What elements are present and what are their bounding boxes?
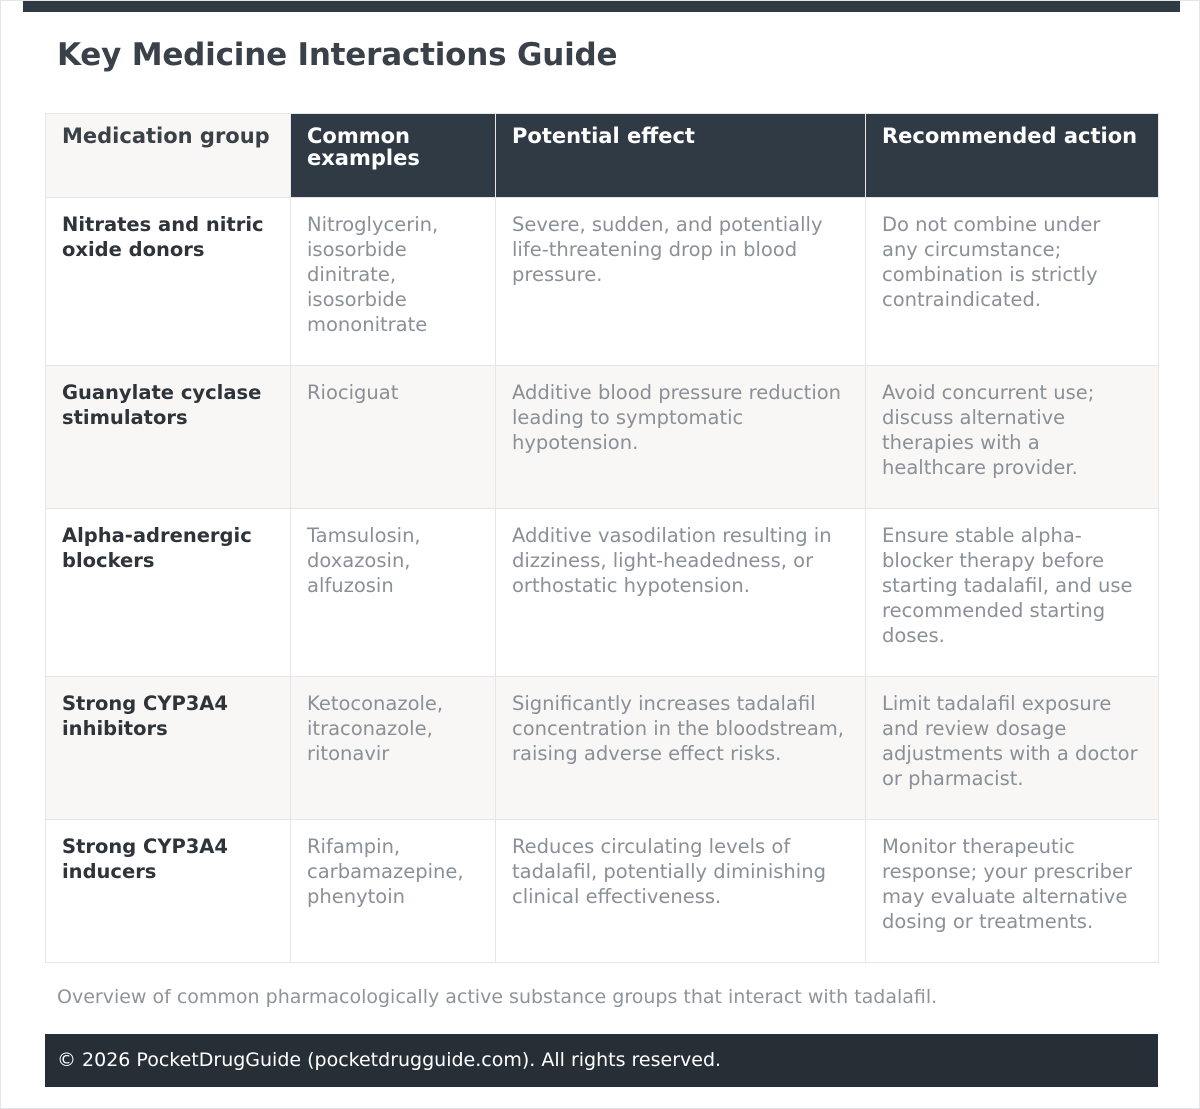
- cell-group: Strong CYP3A4 inducers: [46, 820, 291, 963]
- table-row: [46, 366, 1159, 509]
- top-accent-bar: [23, 1, 1180, 12]
- cell-group: Nitrates and nitric oxide donors: [46, 198, 291, 366]
- cell-effect: Severe, sudden, and potentially life-threatening drop in blood pressure.: [496, 198, 866, 366]
- cell-effect: Reduces circulating levels of tadalafil, potentially diminishing clinical effectiveness.: [496, 820, 866, 963]
- cell-examples: Tamsulosin, doxazosin, alfuzosin: [291, 509, 496, 677]
- header-recommended-action: Recommended action: [866, 114, 1159, 198]
- cell-action: Ensure stable alpha-blocker therapy before starting tadalafil, and use recommended starting doses.: [866, 509, 1159, 677]
- copyright-text: © 2026 PocketDrugGuide (pocketdrugguide.com). All rights reserved.: [57, 1049, 722, 1071]
- interactions-table: [45, 113, 1159, 963]
- cell-group: Alpha-adrenergic blockers: [46, 509, 291, 677]
- cell-examples: Rifampin, carbamazepine, phenytoin: [291, 820, 496, 963]
- cell-examples: Ketoconazole, itraconazole, ritonavir: [291, 677, 496, 820]
- header-common-examples: Common examples: [291, 114, 496, 198]
- page-title: Key Medicine Interactions Guide: [57, 37, 618, 73]
- cell-action: Avoid concurrent use; discuss alternative therapies with a healthcare provider.: [866, 366, 1159, 509]
- table-row: [46, 820, 1159, 963]
- cell-group: Guanylate cyclase stimulators: [46, 366, 291, 509]
- cell-effect: Significantly increases tadalafil concentration in the bloodstream, raising adverse effect risks.: [496, 677, 866, 820]
- table-row: [46, 677, 1159, 820]
- cell-group: Strong CYP3A4 inhibitors: [46, 677, 291, 820]
- cell-examples: Riociguat: [291, 366, 496, 509]
- cell-effect: Additive blood pressure reduction leading to symptomatic hypotension.: [496, 366, 866, 509]
- header-medication-group: Medication group: [46, 114, 291, 198]
- cell-effect: Additive vasodilation resulting in dizziness, light-headedness, or orthostatic hypotension.: [496, 509, 866, 677]
- table-row: [46, 509, 1159, 677]
- cell-action: Limit tadalafil exposure and review dosage adjustments with a doctor or pharmacist.: [866, 677, 1159, 820]
- cell-action: Do not combine under any circumstance; combination is strictly contraindicated.: [866, 198, 1159, 366]
- table-caption: Overview of common pharmacologically active substance groups that interact with tadalafil.: [57, 986, 938, 1008]
- table-row: [46, 198, 1159, 366]
- header-potential-effect: Potential effect: [496, 114, 866, 198]
- footer: [45, 1034, 1158, 1087]
- cell-examples: Nitroglycerin, isosorbide dinitrate, isosorbide mononitrate: [291, 198, 496, 366]
- cell-action: Monitor therapeutic response; your prescriber may evaluate alternative dosing or treatments.: [866, 820, 1159, 963]
- table-header-row: [46, 114, 1159, 198]
